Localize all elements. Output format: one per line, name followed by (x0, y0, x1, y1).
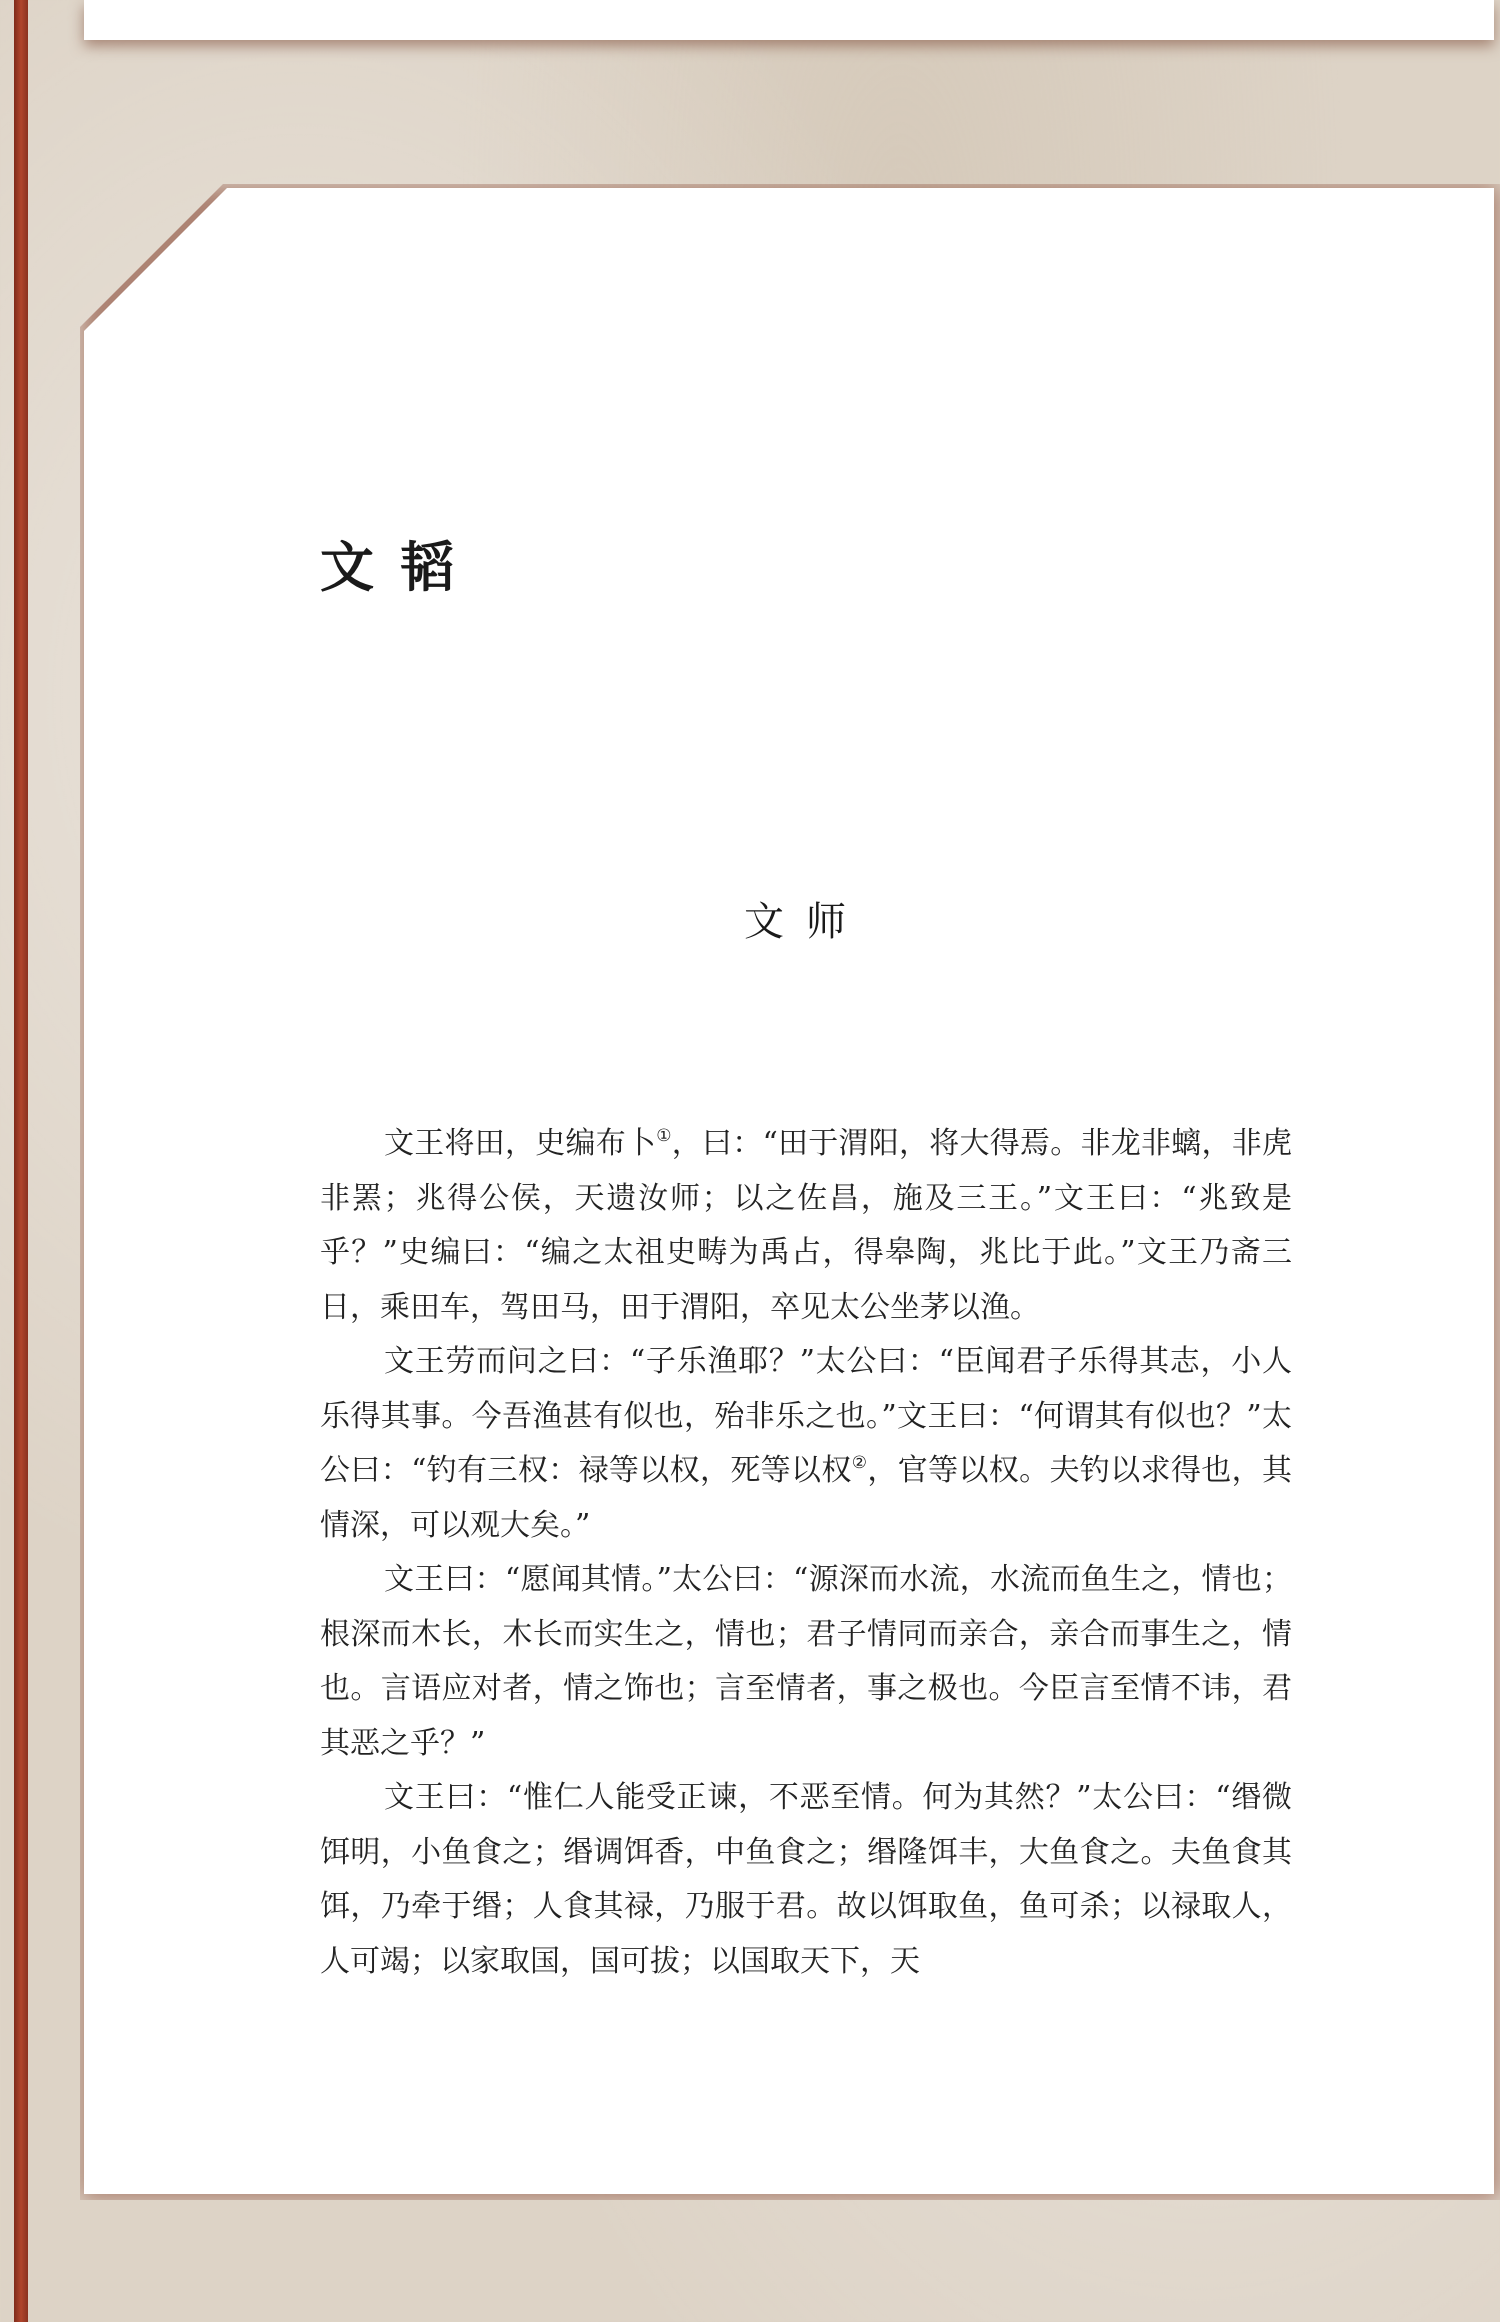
paragraph-4: 文王曰：“惟仁人能受正谏，不恶至情。何为其然？”太公曰：“缗微饵明，小鱼食之；缗调饵香，中鱼食之；缗隆饵丰，大鱼食之。夫鱼食其饵，乃牵于缗；人食其禄，乃服于君。故以饵取鱼，鱼可杀；以禄取人，人可竭；以家取国，国可拔；以国取天下，天 (320, 1780, 1292, 1979)
paragraph-2: 文王劳而问之曰：“子乐渔耶？”太公曰：“臣闻君子乐得其志，小人乐得其事。今吾渔甚有似也，殆非乐之也。”文王曰：“何谓其有似也？”太公曰：“钓有三权：禄等以权，死等以权②，官等以权。夫钓以求得也，其情深，可以观大矣。” (320, 1344, 1293, 1543)
paragraph-3: 文王曰：“愿闻其情。”太公曰：“源深而水流，水流而鱼生之，情也；根深而木长，木长而实生之，情也；君子情同而亲合，亲合而事生之，情也。言语应对者，情之饰也；言至情者，事之极也。今臣言至情不讳，君其恶之乎？” (320, 1562, 1292, 1761)
footnote-marker-1[interactable]: ① (656, 1126, 672, 1146)
section-title: 文韬 (320, 535, 480, 599)
previous-page-edge (84, 0, 1494, 40)
footnote-marker-2[interactable]: ② (851, 1453, 868, 1473)
chapter-title: 文师 (744, 899, 868, 945)
paragraph-1: 文王将田，史编布卜①，曰：“田于渭阳，将大得焉。非龙非螭，非虎非罴；兆得公侯，天遗汝师；以之佐昌，施及三王。”文王曰：“兆致是乎？”史编曰：“编之太祖史畴为禹占，得皋陶，兆比于此。”文王乃斋三日，乘田车，驾田马，田于渭阳，卒见太公坐茅以渔。 (320, 1126, 1293, 1325)
body-text (320, 1117, 1292, 1989)
book-spine-edge (14, 0, 28, 2322)
